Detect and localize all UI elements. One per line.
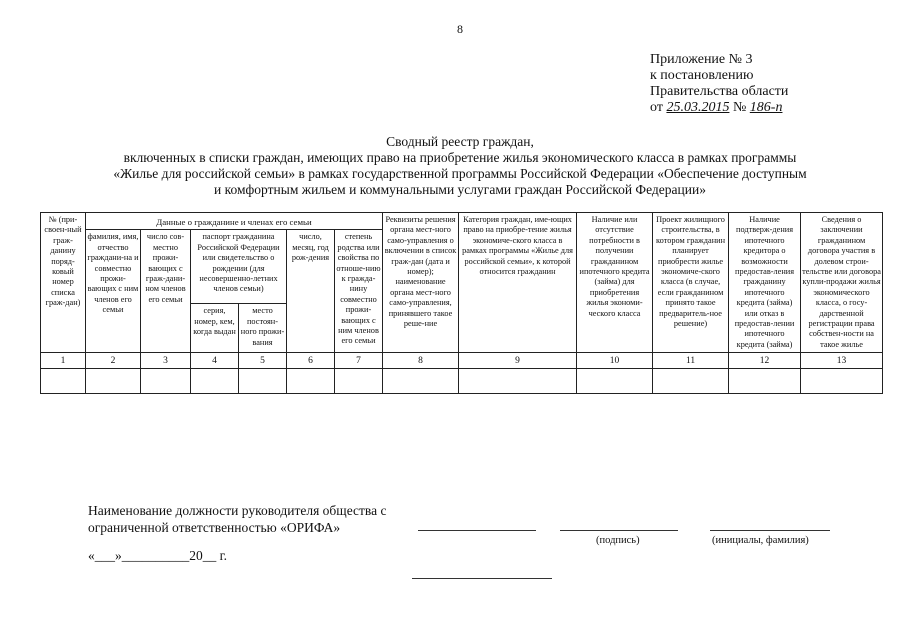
- col-number: 3: [141, 353, 191, 369]
- empty-cell: [383, 369, 459, 394]
- signature-date-line: «___»__________20__ г.: [88, 548, 228, 563]
- signature-caption: (подпись): [596, 535, 640, 546]
- empty-cell: [239, 369, 287, 394]
- empty-cell: [577, 369, 653, 394]
- col-10-header: Наличие или отсутствие потребности в получении гражданином ипотечного кредита (займа) для приобретения жилья экономи-ческого класса: [577, 213, 653, 353]
- handwritten-date: 25.03.2015: [666, 100, 730, 115]
- empty-cell: [86, 369, 141, 394]
- col-9-header: Категория граждан, име-ющих право на приобре-тение жилья экономиче-ского класса в рамках программы «Жилье для российской семьи», к которой относится гражданин: [459, 213, 577, 353]
- initials-caption: (инициалы, фамилия): [712, 535, 809, 546]
- col-8-header: Реквизиты решения органа мест-ного само-управления о включении в список граж-дан (дата и номер); наименование органа мест-ного само-управления, принявшего такое реше-ние: [383, 213, 459, 353]
- empty-data-row: [41, 369, 883, 394]
- position-line-2: ограниченной ответственностью «ОРИФА»: [88, 520, 341, 535]
- head-position-label: [88, 502, 386, 536]
- col-13-header: Сведения о заключении гражданином договора участия в долевом строи-тельстве или договора купли-продажи жилья экономического класса, о госу-дарственной регистрации права собствен-ности на такое жилье: [801, 213, 883, 353]
- empty-cell: [41, 369, 86, 394]
- empty-cell: [653, 369, 729, 394]
- col-number: 7: [335, 353, 383, 369]
- column-number-row: [41, 353, 883, 369]
- col-12-header: Наличие подтверж-дения ипотечного кредитора о возможности предостав-ления гражданину ипотечного кредита (займа) или отказ в предостав-лении ипотечного кредита (займа): [729, 213, 801, 353]
- title-line-2: включенных в списки граждан, имеющих право на приобретение жилья экономического класса в рамках программы: [123, 150, 797, 165]
- col-6-header: число, месяц, год рож-дения: [287, 230, 335, 353]
- empty-cell: [801, 369, 883, 394]
- col-4-header: серия, номер, кем, когда выдан: [191, 304, 239, 353]
- empty-cell: [459, 369, 577, 394]
- blank-line: [418, 530, 536, 531]
- empty-cell: [191, 369, 239, 394]
- col-number: 10: [577, 353, 653, 369]
- col-3-header: число сов-местно прожи-вающих с граж-дани-ном членов его семьи: [141, 230, 191, 353]
- title-line-4: и комфортным жильем и коммунальными услугами граждан Российской Федерации»: [214, 182, 706, 197]
- col-number: 12: [729, 353, 801, 369]
- col-number: 9: [459, 353, 577, 369]
- col-11-header: Проект жилищного строительства, в котором гражданин планирует приобрести жилье экономиче-ского класса (в случае, если гражданином принято такое предваритель-ное решение): [653, 213, 729, 353]
- col-2-header: фамилия, имя, отчество граждани-на и совместно прожи-вающих с ним членов его семьи: [86, 230, 141, 353]
- col-number: 11: [653, 353, 729, 369]
- col-number: 4: [191, 353, 239, 369]
- empty-cell: [141, 369, 191, 394]
- col-5-header: место постоян-ного прожи-вания: [239, 304, 287, 353]
- appendix-line-1: Приложение № 3: [650, 52, 753, 67]
- appendix-line-2: к постановлению: [650, 68, 754, 83]
- initials-line: [710, 530, 830, 531]
- appendix-block: [650, 52, 788, 116]
- col-number: 6: [287, 353, 335, 369]
- empty-cell: [729, 369, 801, 394]
- passport-header: паспорт гражданина Российской Федерации или свидетельство о рождении (для несовершенно-летних членов семьи): [191, 230, 287, 304]
- col-1-header: № (при-своен-ный граж-данину поряд-ковый номер списка граж-дан): [41, 213, 86, 353]
- appendix-date-line: [650, 100, 788, 116]
- handwritten-number: 186-п: [749, 100, 783, 115]
- date-prefix: от: [650, 100, 663, 115]
- family-data-header: Данные о гражданине и членах его семьи: [86, 213, 383, 230]
- appendix-line-3: Правительства области: [650, 84, 789, 99]
- empty-cell: [335, 369, 383, 394]
- document-title: [40, 134, 880, 198]
- col-number: 5: [239, 353, 287, 369]
- col-number: 8: [383, 353, 459, 369]
- bottom-rule: [412, 578, 552, 579]
- signature-line: [560, 530, 678, 531]
- col-number: 2: [86, 353, 141, 369]
- position-line-1: Наименование должности руководителя общества с: [88, 503, 387, 518]
- registry-table: [40, 212, 883, 394]
- number-prefix: №: [732, 100, 747, 115]
- header-row-1: [41, 213, 883, 230]
- page-number: 8: [457, 22, 463, 36]
- title-line-1: Сводный реестр граждан,: [386, 134, 534, 149]
- empty-cell: [287, 369, 335, 394]
- col-7-header: степень родства или свойства по отноше-нию к гражда-нину совместно прожи-вающих с ним членов его семьи: [335, 230, 383, 353]
- col-number: 13: [801, 353, 883, 369]
- col-number: 1: [41, 353, 86, 369]
- title-line-3: «Жилье для российской семьи» в рамках государственной программы Российской Федерации «Обеспечение доступным: [113, 166, 807, 181]
